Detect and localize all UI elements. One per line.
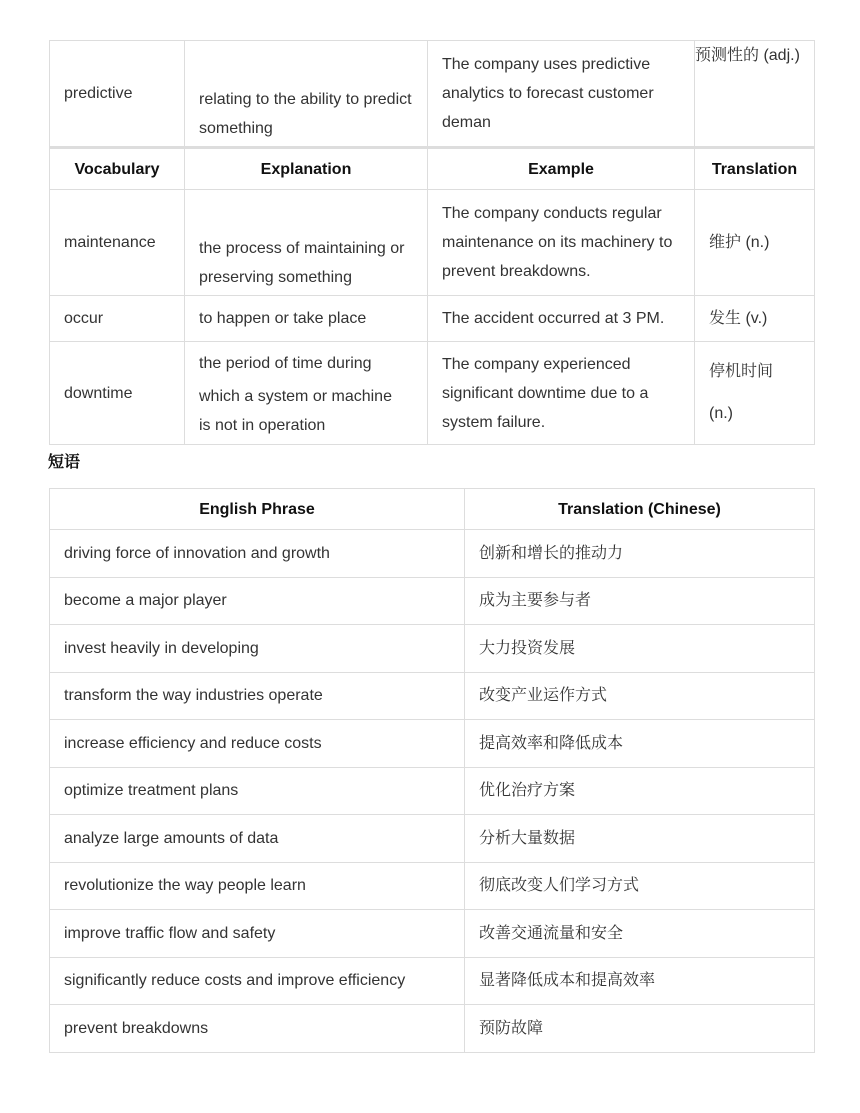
phrase-chinese: 创新和增长的推动力 — [465, 530, 815, 578]
table-header-row — [50, 148, 815, 190]
header-translation: Translation — [695, 148, 815, 190]
table-row — [50, 577, 815, 625]
phrase-chinese: 优化治疗方案 — [465, 767, 815, 815]
explanation-line: the period of time during — [199, 355, 372, 372]
table-row — [50, 862, 815, 910]
table-row — [50, 41, 815, 148]
vocab-translation: 发生 (v.) — [695, 296, 815, 342]
phrase-english: become a major player — [50, 577, 465, 625]
phrase-english: increase efficiency and reduce costs — [50, 720, 465, 768]
section-heading-phrases: 短语 — [48, 454, 81, 471]
phrase-chinese: 分析大量数据 — [465, 815, 815, 863]
table-row — [50, 672, 815, 720]
vocab-example: The accident occurred at 3 PM. — [428, 296, 695, 342]
vocab-word: maintenance — [50, 190, 185, 296]
phrase-english: optimize treatment plans — [50, 767, 465, 815]
phrase-chinese: 大力投资发展 — [465, 625, 815, 673]
phrase-english: invest heavily in developing — [50, 625, 465, 673]
phrase-english: revolutionize the way people learn — [50, 862, 465, 910]
phrase-chinese: 提高效率和降低成本 — [465, 720, 815, 768]
phrase-english: driving force of innovation and growth — [50, 530, 465, 578]
phrase-chinese: 预防故障 — [465, 1005, 815, 1053]
vocab-word: predictive — [50, 41, 185, 148]
table-row — [50, 1005, 815, 1053]
header-english-phrase: English Phrase — [50, 489, 465, 530]
header-translation-chinese: Translation (Chinese) — [465, 489, 815, 530]
table-row — [50, 530, 815, 578]
header-vocabulary: Vocabulary — [50, 148, 185, 190]
vocab-word: occur — [50, 296, 185, 342]
explanation-line: which a system or machine — [199, 388, 392, 405]
vocab-word: downtime — [50, 342, 185, 445]
translation-line: (n.) — [709, 405, 733, 422]
table-row — [50, 190, 815, 296]
table-header-row — [50, 489, 815, 530]
vocab-explanation: to happen or take place — [185, 296, 428, 342]
vocab-translation — [695, 342, 815, 445]
phrase-english: improve traffic flow and safety — [50, 910, 465, 958]
header-example: Example — [428, 148, 695, 190]
phrase-chinese: 显著降低成本和提高效率 — [465, 957, 815, 1005]
table-row — [50, 342, 815, 445]
phrase-chinese: 改善交通流量和安全 — [465, 910, 815, 958]
vocab-translation: 维护 (n.) — [695, 190, 815, 296]
phrase-chinese: 成为主要参与者 — [465, 577, 815, 625]
phrase-chinese: 改变产业运作方式 — [465, 672, 815, 720]
phrase-english: analyze large amounts of data — [50, 815, 465, 863]
vocab-translation: 预测性的 (adj.) — [695, 41, 815, 148]
phrase-chinese: 彻底改变人们学习方式 — [465, 862, 815, 910]
header-explanation: Explanation — [185, 148, 428, 190]
vocab-example: The company conducts regular maintenance on its machinery to prevent breakdowns. — [428, 190, 695, 296]
table-row — [50, 767, 815, 815]
table-row — [50, 625, 815, 673]
vocab-example: The company experienced significant downtime due to a system failure. — [428, 342, 695, 445]
phrase-english: transform the way industries operate — [50, 672, 465, 720]
table-row — [50, 296, 815, 342]
vocab-example: The company uses predictive analytics to forecast customer deman — [428, 41, 695, 148]
vocab-explanation — [185, 342, 428, 445]
vocab-explanation: relating to the ability to predict something — [185, 41, 428, 148]
translation-line: 停机时间 — [709, 363, 774, 380]
table-row — [50, 957, 815, 1005]
vocab-explanation: the process of maintaining or preserving something — [185, 190, 428, 296]
phrase-english: prevent breakdowns — [50, 1005, 465, 1053]
vocabulary-table — [49, 40, 815, 445]
explanation-line: is not in operation — [199, 417, 326, 434]
phrases-table — [49, 488, 815, 1053]
table-row — [50, 815, 815, 863]
phrase-english: significantly reduce costs and improve efficiency — [50, 957, 465, 1005]
table-row — [50, 720, 815, 768]
table-row — [50, 910, 815, 958]
